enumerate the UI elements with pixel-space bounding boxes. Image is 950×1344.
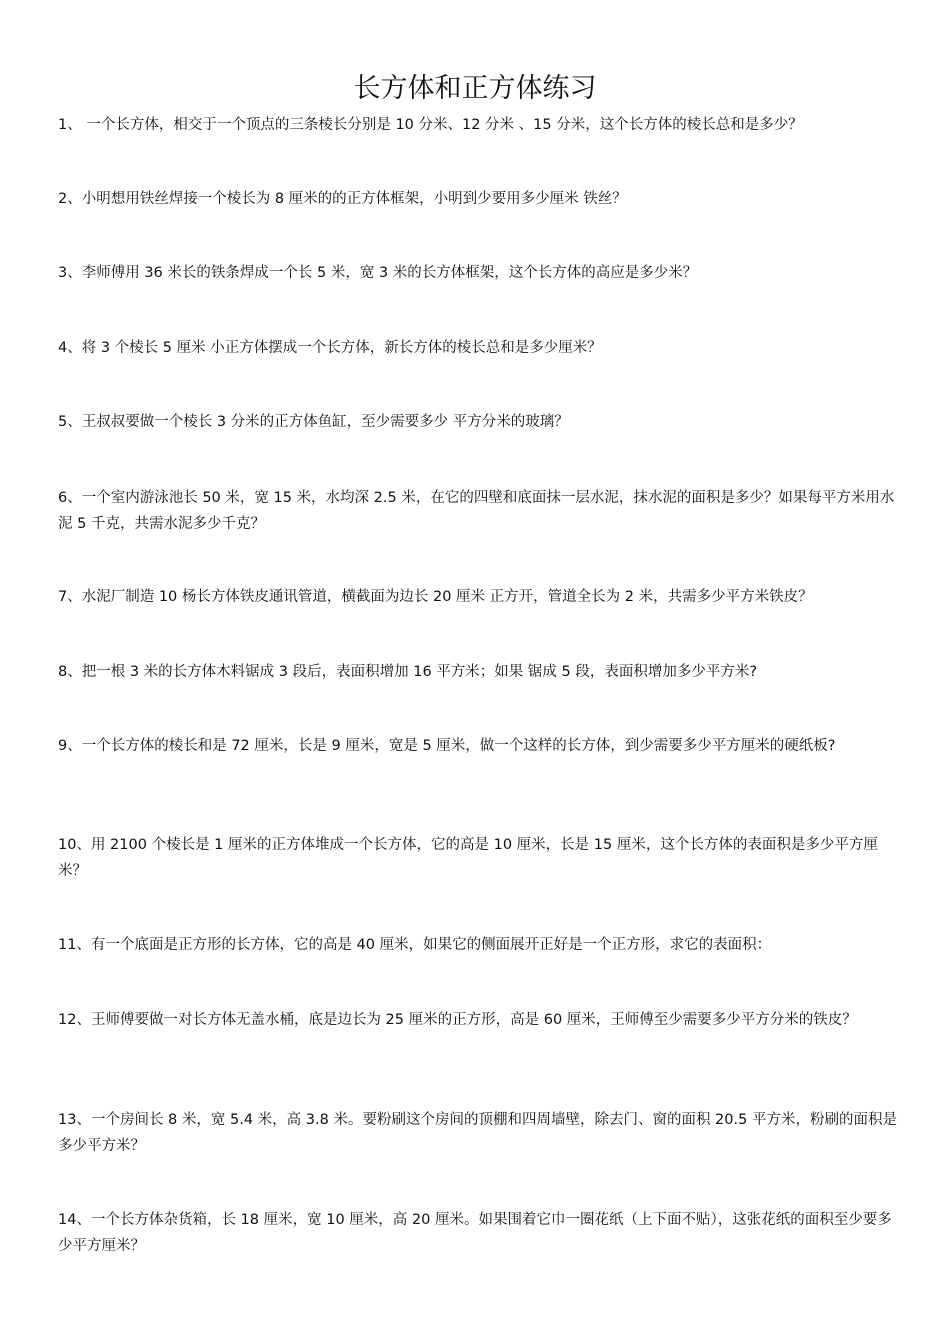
page-title: 长方体和正方体练习 (353, 73, 597, 104)
question-11: 11、有一个底面是正方形的长方体，它的高是 40 厘米，如果它的侧面展开正好是一个正方形，求它的表面积： (58, 937, 772, 953)
question-3: 3、李师傅用 36 米长的铁条焊成一个长 5 米，宽 3 米的长方体框架，这个长方体的高应是多少米？ (58, 265, 698, 281)
question-2: 2、小明想用铁丝焊接一个棱长为 8 厘米的的正方体框架，小明到少要用多少厘米 铁丝？ (58, 191, 627, 207)
question-12: 12、王师傅要做一对长方体无盖水桶，底是边长为 25 厘米的正方形，高是 60 厘米，王师傅至少需要多少平方分米的铁皮？ (58, 1012, 857, 1028)
question-4: 4、将 3 个棱长 5 厘米 小正方体摆成一个长方体，新长方体的棱长总和是多少厘米？ (58, 340, 602, 356)
question-14: 14、一个长方体杂货箱，长 18 厘米，宽 10 厘米，高 20 厘米。如果围着它巾一圈花纸（上下面不贴），这张花纸的面积至少要多少平方厘米？ (58, 1212, 892, 1254)
question-13: 13、一个房间长 8 米，宽 5.4 米，高 3.8 米。要粉刷这个房间的顶棚和四周墙壁，除去门、窗的面积 20.5 平方米，粉刷的面积是多少平方米？ (58, 1112, 897, 1154)
question-6: 6、一个室内游泳池长 50 米，宽 15 米，水均深 2.5 米，在它的四壁和底面抹一层水泥，抹水泥的面积是多少？如果每平方米用水泥 5 千克，共需水泥多少千克？ (58, 490, 895, 532)
question-1: 1、 一个长方体，相交于一个顶点的三条棱长分别是 10 分米、12 分米 、15 分米，这个长方体的棱长总和是多少？ (58, 117, 803, 133)
question-10: 10、用 2100 个棱长是 1 厘米的正方体堆成一个长方体，它的高是 10 厘米，长是 15 厘米，这个长方体的表面积是多少平方厘米？ (58, 837, 878, 879)
question-9: 9、一个长方体的棱长和是 72 厘米，长是 9 厘米，宽是 5 厘米，做一个这样的长方体，到少需要多少平方厘米的硬纸板? (58, 738, 836, 754)
question-7: 7、水泥厂制造 10 杨长方体铁皮通讯管道，横截面为边长 20 厘米 正方开，管道全长为 2 米，共需多少平方米铁皮？ (58, 589, 813, 605)
question-5: 5、王叔叔要做一个棱长 3 分米的正方体鱼缸，至少需要多少 平方分米的玻璃？ (58, 414, 569, 430)
question-8: 8、把一根 3 米的长方体木料锯成 3 段后，表面积增加 16 平方米；如果 锯成 5 段，表面积增加多少平方米? (58, 664, 758, 680)
